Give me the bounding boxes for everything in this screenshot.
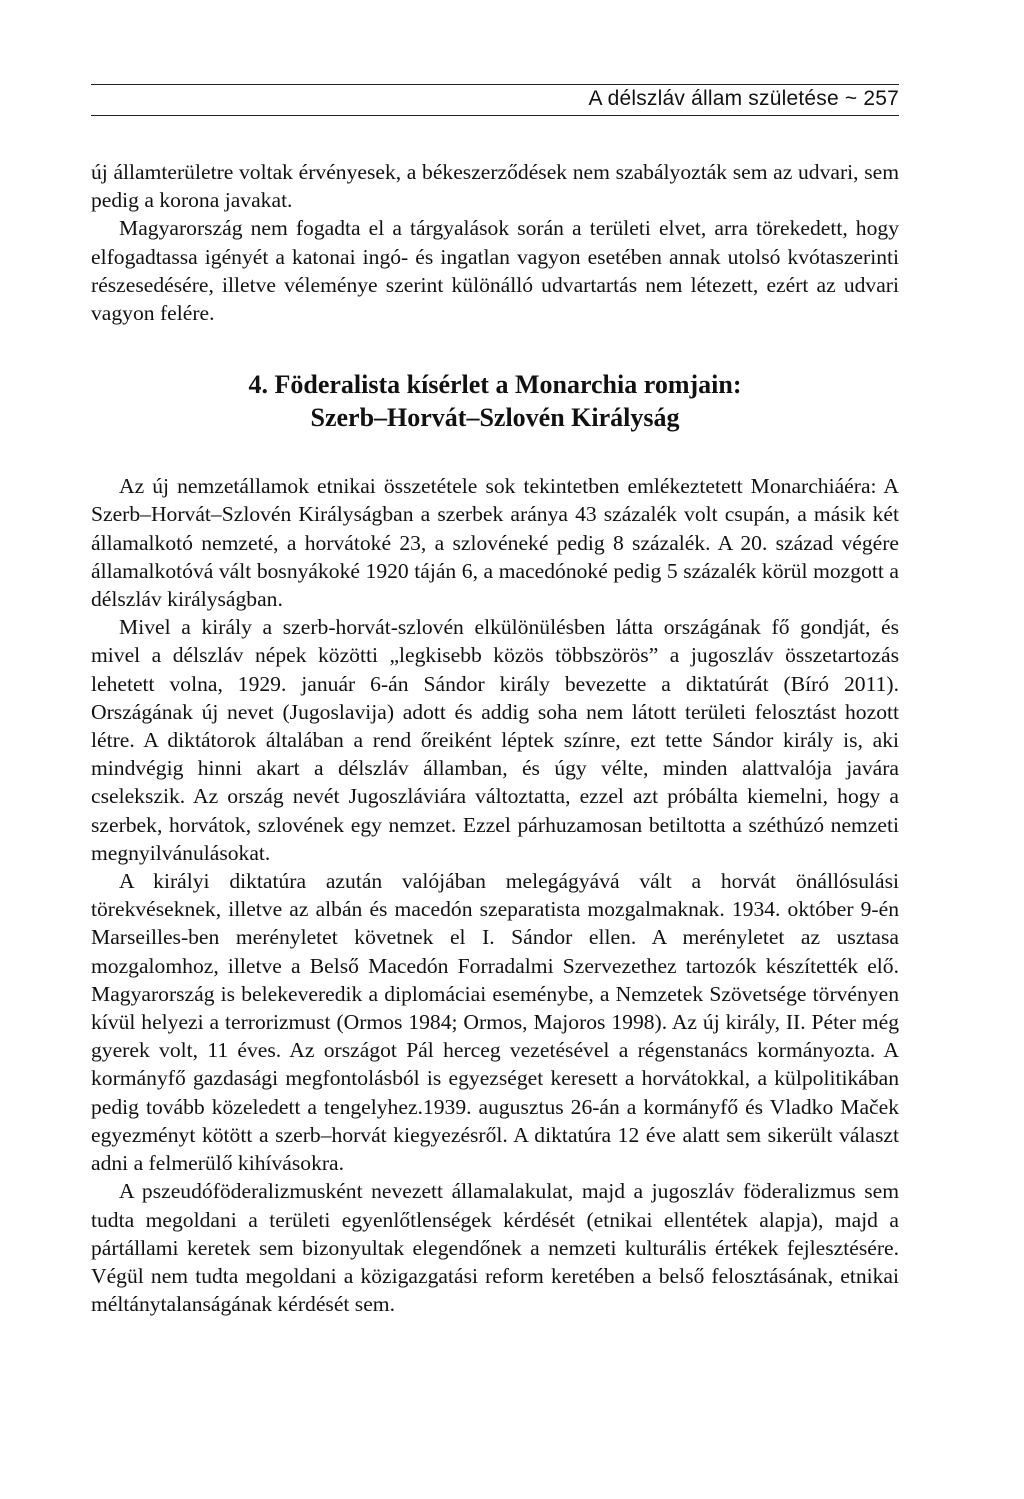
paragraph: A királyi diktatúra azután valójában melegágyává vált a horvát önállósulási törekvéseknek, illetve az albán és macedón szeparatista mozgalmaknak. 1934. október 9-én Marseilles-ben merényletet követnek el I. Sándor ellen. A merényletet az usztasa mozgalomhoz, illetve a Belső Macedón Forradalmi Szervezethez tartozók készítették elő. Magyarország is belekeveredik a diplomáciai eseménybe, a Nemzetek Szövetsége törvényen kívül helyezi a terrorizmust (Ormos 1984; Ormos, Majoros 1998). Az új király, II. Péter még gyerek volt, 11 éves. Az országot Pál herceg vezetésével a régenstanács kormányozta. A kormányfő gazdasági megfontolásból is egyezséget keresett a horvátokkal, a külpolitikában pedig tovább közeledett a tengelyhez.1939. augusztus 26-án a kormányfő és Vladko Maček egyezményt kötött a szerb–horvát kiegyezésről. A diktatúra 12 éve alatt sem sikerült választ adni a felmerülő kihívásokra. (91, 869, 899, 1176)
running-header (91, 84, 899, 116)
section-title-line-1: 4. Föderalista kísérlet a Monarchia romjain: (248, 370, 742, 400)
running-title: A délszláv állam születése ~ 257 (588, 87, 899, 110)
section-title-line-2: Szerb–Horvát–Szlovén Királyság (310, 403, 680, 433)
page-body (91, 158, 899, 1318)
paragraph: Az új nemzetállamok etnikai összetétele sok tekintetben emlékeztetett Monarchiáéra: A Szerb–Horvát–Szlovén Királyságban a szerbek aránya 43 százalék volt csupán, a másik két államalkotó nemzeté, a horvátoké 23, a szlovéneké pedig 8 százalék. A 20. század végére államalkotóvá vált bosnyákoké 1920 táján 6, a macedónoké pedig 5 százalék körül mozgott a délszláv királyságban. (91, 474, 899, 612)
paragraph: új államterületre voltak érvényesek, a békeszerződések nem szabályozták sem az udvari, sem pedig a korona javakat. (91, 160, 899, 213)
section-heading (91, 368, 899, 434)
book-page (91, 0, 899, 1499)
paragraph: Mivel a király a szerb-horvát-szlovén elkülönülésben látta országának fő gondját, és mivel a délszláv népek közötti „legkisebb közös többszörös” a jugoszláv összetartozás lehetett volna, 1929. január 6-án Sándor király bevezette a diktatúrát (Bíró 2011). Országának új nevet (Jugoslavija) adott és addig soha nem látott területi felosztást hozott létre. A diktátorok általában a rend őreiként léptek színre, ezt tette Sándor király is, aki mindvégig hinni akart a délszláv államban, és úgy vélte, minden alattvalója javára cselekszik. Az ország nevét Jugoszláviára változtatta, ezzel azt próbálta kiemelni, hogy a szerbek, horvátok, szlovének egy nemzet. Ezzel párhuzamosan betiltotta a széthúzó nemzeti megnyilvánulásokat. (91, 615, 899, 865)
paragraph: Magyarország nem fogadta el a tárgyalások során a területi elvet, arra törekedett, hogy elfogadtassa igényét a katonai ingó- és ingatlan vagyon esetében annak utolsó kvótaszerinti részesedésére, illetve véleménye szerint különálló udvartartás nem létezett, ezért az udvari vagyon felére. (91, 216, 899, 326)
paragraph: A pszeudóföderalizmusként nevezett államalakulat, majd a jugoszláv föderalizmus sem tudta megoldani a területi egyenlőtlenségek kérdését (etnikai ellentétek alapja), majd a pártállami keretek sem bizonyultak elegendőnek a nemzeti kulturális értékek fejlesztésére. Végül nem tudta megoldani a közigazgatási reform keretében a belső felosztásának, etnikai méltánytalanságának kérdését sem. (91, 1179, 899, 1317)
